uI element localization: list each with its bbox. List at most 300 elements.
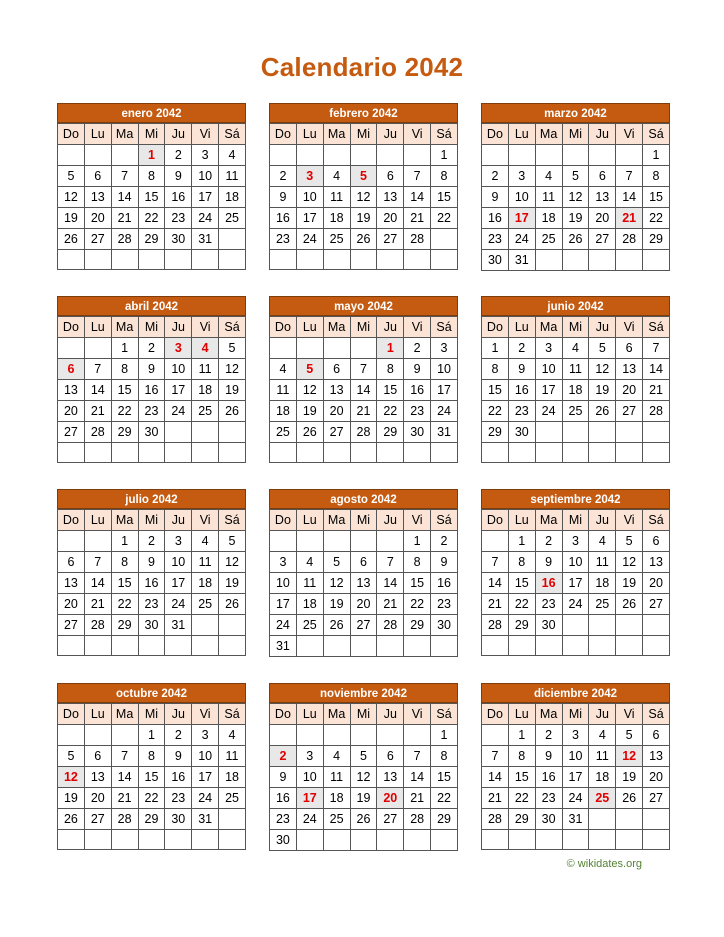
empty-day-cell bbox=[535, 636, 562, 656]
weekday-label: Ju bbox=[377, 704, 404, 725]
empty-day-cell bbox=[589, 636, 616, 656]
day-cell: 16 bbox=[138, 380, 165, 401]
day-cell: 11 bbox=[270, 380, 297, 401]
day-cell: 17 bbox=[562, 573, 589, 594]
day-cell: 1 bbox=[508, 531, 535, 552]
weekday-label: Ju bbox=[589, 124, 616, 145]
day-cell: 22 bbox=[377, 401, 404, 422]
day-cell: 15 bbox=[377, 380, 404, 401]
day-cell: 29 bbox=[111, 422, 138, 443]
month-block bbox=[481, 683, 670, 850]
day-cell: 26 bbox=[323, 615, 350, 636]
day-cell: 29 bbox=[111, 615, 138, 636]
day-cell: 12 bbox=[562, 187, 589, 208]
week-row bbox=[58, 443, 246, 463]
day-cell: 6 bbox=[377, 746, 404, 767]
empty-day-cell bbox=[508, 443, 535, 463]
week-row bbox=[482, 809, 670, 830]
day-cell: 24 bbox=[296, 809, 323, 830]
day-cell: 22 bbox=[643, 208, 670, 229]
day-cell: 1 bbox=[431, 145, 458, 166]
day-cell: 16 bbox=[404, 380, 431, 401]
day-cell: 19 bbox=[616, 767, 643, 788]
day-cell: 7 bbox=[404, 166, 431, 187]
empty-day-cell bbox=[589, 443, 616, 463]
day-cell: 22 bbox=[138, 208, 165, 229]
day-cell: 20 bbox=[643, 573, 670, 594]
day-cell: 1 bbox=[643, 145, 670, 166]
day-cell: 25 bbox=[270, 422, 297, 443]
day-cell: 17 bbox=[165, 380, 192, 401]
month-table bbox=[269, 123, 458, 270]
weekday-label: Ma bbox=[535, 317, 562, 338]
week-row bbox=[270, 359, 458, 380]
day-cell: 10 bbox=[165, 552, 192, 573]
day-cell: 30 bbox=[270, 830, 297, 851]
empty-day-cell bbox=[192, 422, 219, 443]
day-cell: 20 bbox=[643, 767, 670, 788]
empty-day-cell bbox=[270, 725, 297, 746]
day-cell: 8 bbox=[404, 552, 431, 573]
day-cell: 22 bbox=[111, 594, 138, 615]
empty-day-cell bbox=[377, 443, 404, 463]
weekday-label: Sá bbox=[219, 317, 246, 338]
weekday-label: Ju bbox=[589, 317, 616, 338]
day-cell: 1 bbox=[111, 531, 138, 552]
day-cell: 27 bbox=[84, 809, 111, 830]
week-row bbox=[270, 166, 458, 187]
empty-day-cell bbox=[165, 636, 192, 656]
day-cell: 13 bbox=[84, 767, 111, 788]
day-cell: 13 bbox=[643, 746, 670, 767]
page-title: Calendario 2042 bbox=[260, 52, 464, 82]
empty-day-cell bbox=[323, 636, 350, 657]
week-row bbox=[482, 830, 670, 850]
day-cell: 30 bbox=[138, 615, 165, 636]
weekday-label: Ma bbox=[111, 317, 138, 338]
day-cell: 28 bbox=[111, 809, 138, 830]
empty-day-cell bbox=[535, 250, 562, 271]
holiday-day-cell: 12 bbox=[616, 746, 643, 767]
holiday-day-cell: 20 bbox=[377, 788, 404, 809]
empty-day-cell bbox=[616, 443, 643, 463]
day-cell: 21 bbox=[643, 380, 670, 401]
month-title: diciembre 2042 bbox=[481, 683, 670, 703]
weekday-label: Lu bbox=[84, 510, 111, 531]
weekday-label: Mi bbox=[138, 704, 165, 725]
day-cell: 14 bbox=[377, 573, 404, 594]
day-cell: 27 bbox=[616, 401, 643, 422]
day-cell: 9 bbox=[535, 746, 562, 767]
day-cell: 19 bbox=[296, 401, 323, 422]
day-cell: 15 bbox=[643, 187, 670, 208]
weekday-label: Ju bbox=[377, 317, 404, 338]
day-cell: 4 bbox=[219, 145, 246, 166]
weekday-label: Lu bbox=[84, 704, 111, 725]
empty-day-cell bbox=[431, 250, 458, 270]
day-cell: 16 bbox=[138, 573, 165, 594]
day-cell: 21 bbox=[111, 208, 138, 229]
day-cell: 29 bbox=[138, 809, 165, 830]
empty-day-cell bbox=[111, 636, 138, 656]
day-cell: 30 bbox=[165, 809, 192, 830]
day-cell: 28 bbox=[404, 229, 431, 250]
day-cell: 12 bbox=[350, 187, 377, 208]
day-cell: 5 bbox=[589, 338, 616, 359]
day-cell: 18 bbox=[323, 208, 350, 229]
day-cell: 19 bbox=[350, 788, 377, 809]
day-cell: 11 bbox=[192, 552, 219, 573]
day-cell: 17 bbox=[270, 594, 297, 615]
day-cell: 20 bbox=[589, 208, 616, 229]
empty-day-cell bbox=[270, 250, 297, 270]
day-cell: 19 bbox=[562, 208, 589, 229]
day-cell: 2 bbox=[165, 145, 192, 166]
month-table bbox=[57, 123, 246, 270]
week-row bbox=[58, 338, 246, 359]
weekday-header-row bbox=[482, 510, 670, 531]
weekday-label: Vi bbox=[192, 704, 219, 725]
empty-day-cell bbox=[111, 250, 138, 270]
day-cell: 10 bbox=[296, 767, 323, 788]
month-title: noviembre 2042 bbox=[269, 683, 458, 703]
weekday-label: Sá bbox=[219, 124, 246, 145]
day-cell: 13 bbox=[84, 187, 111, 208]
day-cell: 20 bbox=[58, 401, 85, 422]
day-cell: 24 bbox=[431, 401, 458, 422]
weekday-label: Mi bbox=[562, 124, 589, 145]
week-row bbox=[270, 573, 458, 594]
day-cell: 21 bbox=[377, 594, 404, 615]
day-cell: 18 bbox=[270, 401, 297, 422]
empty-day-cell bbox=[58, 531, 85, 552]
day-cell: 27 bbox=[323, 422, 350, 443]
day-cell: 5 bbox=[350, 746, 377, 767]
day-cell: 24 bbox=[535, 401, 562, 422]
day-cell: 21 bbox=[482, 788, 509, 809]
empty-day-cell bbox=[323, 725, 350, 746]
month-block bbox=[57, 103, 246, 270]
day-cell: 18 bbox=[323, 788, 350, 809]
day-cell: 3 bbox=[165, 531, 192, 552]
empty-day-cell bbox=[589, 830, 616, 850]
day-cell: 14 bbox=[404, 767, 431, 788]
holiday-day-cell: 17 bbox=[508, 208, 535, 229]
week-row bbox=[270, 443, 458, 463]
day-cell: 4 bbox=[192, 531, 219, 552]
weekday-label: Sá bbox=[431, 124, 458, 145]
day-cell: 8 bbox=[508, 746, 535, 767]
day-cell: 14 bbox=[111, 767, 138, 788]
weekday-label: Mi bbox=[138, 124, 165, 145]
empty-day-cell bbox=[377, 725, 404, 746]
day-cell: 11 bbox=[219, 746, 246, 767]
empty-day-cell bbox=[643, 615, 670, 636]
day-cell: 3 bbox=[192, 145, 219, 166]
empty-day-cell bbox=[192, 443, 219, 463]
day-cell: 31 bbox=[192, 809, 219, 830]
day-cell: 4 bbox=[589, 531, 616, 552]
empty-day-cell bbox=[350, 145, 377, 166]
day-cell: 2 bbox=[404, 338, 431, 359]
day-cell: 30 bbox=[508, 422, 535, 443]
day-cell: 4 bbox=[323, 166, 350, 187]
day-cell: 18 bbox=[535, 208, 562, 229]
day-cell: 30 bbox=[165, 229, 192, 250]
day-cell: 14 bbox=[404, 187, 431, 208]
day-cell: 26 bbox=[562, 229, 589, 250]
month-title: junio 2042 bbox=[481, 296, 670, 316]
weekday-label: Lu bbox=[508, 510, 535, 531]
week-row bbox=[482, 208, 670, 229]
day-cell: 31 bbox=[192, 229, 219, 250]
empty-day-cell bbox=[616, 422, 643, 443]
empty-day-cell bbox=[296, 338, 323, 359]
day-cell: 22 bbox=[508, 788, 535, 809]
day-cell: 5 bbox=[58, 746, 85, 767]
week-row bbox=[270, 725, 458, 746]
day-cell: 15 bbox=[508, 767, 535, 788]
empty-day-cell bbox=[431, 830, 458, 851]
day-cell: 17 bbox=[562, 767, 589, 788]
day-cell: 14 bbox=[111, 187, 138, 208]
day-cell: 9 bbox=[535, 552, 562, 573]
day-cell: 18 bbox=[562, 380, 589, 401]
footer-credit: © wikidates.org bbox=[566, 858, 642, 870]
weekday-label: Vi bbox=[192, 124, 219, 145]
weekday-label: Vi bbox=[404, 704, 431, 725]
empty-day-cell bbox=[219, 615, 246, 636]
day-cell: 23 bbox=[431, 594, 458, 615]
empty-day-cell bbox=[165, 250, 192, 270]
empty-day-cell bbox=[616, 636, 643, 656]
day-cell: 13 bbox=[350, 573, 377, 594]
holiday-day-cell: 21 bbox=[616, 208, 643, 229]
day-cell: 14 bbox=[84, 380, 111, 401]
day-cell: 30 bbox=[535, 809, 562, 830]
week-row bbox=[482, 746, 670, 767]
day-cell: 23 bbox=[404, 401, 431, 422]
day-cell: 3 bbox=[431, 338, 458, 359]
day-cell: 12 bbox=[350, 767, 377, 788]
day-cell: 18 bbox=[296, 594, 323, 615]
empty-day-cell bbox=[562, 145, 589, 166]
day-cell: 7 bbox=[616, 166, 643, 187]
weekday-label: Ma bbox=[323, 317, 350, 338]
day-cell: 17 bbox=[431, 380, 458, 401]
empty-day-cell bbox=[165, 443, 192, 463]
holiday-day-cell: 25 bbox=[589, 788, 616, 809]
empty-day-cell bbox=[377, 636, 404, 657]
month-table bbox=[57, 509, 246, 656]
month-block bbox=[269, 296, 458, 463]
day-cell: 20 bbox=[323, 401, 350, 422]
weekday-label: Mi bbox=[350, 317, 377, 338]
empty-day-cell bbox=[616, 145, 643, 166]
day-cell: 24 bbox=[192, 788, 219, 809]
day-cell: 15 bbox=[111, 380, 138, 401]
day-cell: 2 bbox=[482, 166, 509, 187]
weekday-label: Lu bbox=[508, 704, 535, 725]
day-cell: 7 bbox=[84, 359, 111, 380]
day-cell: 26 bbox=[58, 809, 85, 830]
day-cell: 17 bbox=[192, 187, 219, 208]
day-cell: 7 bbox=[350, 359, 377, 380]
day-cell: 6 bbox=[589, 166, 616, 187]
day-cell: 5 bbox=[58, 166, 85, 187]
week-row bbox=[58, 250, 246, 270]
empty-day-cell bbox=[296, 636, 323, 657]
empty-day-cell bbox=[616, 809, 643, 830]
week-row bbox=[482, 187, 670, 208]
empty-day-cell bbox=[404, 443, 431, 463]
week-row bbox=[270, 401, 458, 422]
weekday-label: Do bbox=[482, 124, 509, 145]
day-cell: 22 bbox=[138, 788, 165, 809]
weekday-header-row bbox=[482, 124, 670, 145]
day-cell: 5 bbox=[219, 531, 246, 552]
weekday-label: Ju bbox=[165, 704, 192, 725]
weekday-label: Vi bbox=[404, 124, 431, 145]
empty-day-cell bbox=[508, 636, 535, 656]
day-cell: 14 bbox=[84, 573, 111, 594]
day-cell: 21 bbox=[111, 788, 138, 809]
empty-day-cell bbox=[562, 636, 589, 656]
day-cell: 19 bbox=[58, 208, 85, 229]
weekday-header-row bbox=[270, 704, 458, 725]
weekday-label: Vi bbox=[616, 510, 643, 531]
week-row bbox=[482, 338, 670, 359]
day-cell: 3 bbox=[535, 338, 562, 359]
day-cell: 9 bbox=[404, 359, 431, 380]
day-cell: 12 bbox=[296, 380, 323, 401]
week-row bbox=[58, 187, 246, 208]
empty-day-cell bbox=[377, 145, 404, 166]
empty-day-cell bbox=[323, 338, 350, 359]
weekday-header-row bbox=[58, 124, 246, 145]
empty-day-cell bbox=[84, 145, 111, 166]
empty-day-cell bbox=[482, 636, 509, 656]
day-cell: 27 bbox=[589, 229, 616, 250]
day-cell: 31 bbox=[562, 809, 589, 830]
weekday-label: Do bbox=[58, 510, 85, 531]
day-cell: 15 bbox=[431, 187, 458, 208]
empty-day-cell bbox=[589, 145, 616, 166]
day-cell: 8 bbox=[138, 166, 165, 187]
day-cell: 23 bbox=[482, 229, 509, 250]
day-cell: 1 bbox=[111, 338, 138, 359]
day-cell: 2 bbox=[431, 531, 458, 552]
day-cell: 10 bbox=[192, 166, 219, 187]
empty-day-cell bbox=[323, 145, 350, 166]
empty-day-cell bbox=[482, 830, 509, 850]
day-cell: 2 bbox=[138, 531, 165, 552]
week-row bbox=[270, 422, 458, 443]
day-cell: 16 bbox=[165, 767, 192, 788]
empty-day-cell bbox=[219, 830, 246, 850]
day-cell: 2 bbox=[508, 338, 535, 359]
day-cell: 20 bbox=[377, 208, 404, 229]
empty-day-cell bbox=[138, 443, 165, 463]
day-cell: 2 bbox=[270, 166, 297, 187]
empty-day-cell bbox=[350, 531, 377, 552]
holiday-day-cell: 4 bbox=[192, 338, 219, 359]
day-cell: 19 bbox=[219, 380, 246, 401]
empty-day-cell bbox=[270, 531, 297, 552]
day-cell: 25 bbox=[296, 615, 323, 636]
day-cell: 18 bbox=[219, 187, 246, 208]
day-cell: 7 bbox=[84, 552, 111, 573]
day-cell: 27 bbox=[643, 594, 670, 615]
day-cell: 23 bbox=[165, 788, 192, 809]
empty-day-cell bbox=[643, 636, 670, 656]
empty-day-cell bbox=[270, 145, 297, 166]
day-cell: 11 bbox=[562, 359, 589, 380]
weekday-label: Do bbox=[482, 510, 509, 531]
weekday-label: Ju bbox=[165, 510, 192, 531]
week-row bbox=[482, 788, 670, 809]
day-cell: 29 bbox=[482, 422, 509, 443]
day-cell: 24 bbox=[562, 788, 589, 809]
empty-day-cell bbox=[296, 531, 323, 552]
empty-day-cell bbox=[192, 615, 219, 636]
day-cell: 12 bbox=[323, 573, 350, 594]
day-cell: 28 bbox=[350, 422, 377, 443]
day-cell: 6 bbox=[58, 552, 85, 573]
day-cell: 9 bbox=[270, 767, 297, 788]
empty-day-cell bbox=[296, 443, 323, 463]
empty-day-cell bbox=[562, 615, 589, 636]
week-row bbox=[58, 573, 246, 594]
day-cell: 19 bbox=[350, 208, 377, 229]
day-cell: 15 bbox=[431, 767, 458, 788]
week-row bbox=[58, 422, 246, 443]
day-cell: 23 bbox=[165, 208, 192, 229]
day-cell: 23 bbox=[508, 401, 535, 422]
weekday-label: Lu bbox=[508, 317, 535, 338]
empty-day-cell bbox=[296, 250, 323, 270]
day-cell: 28 bbox=[482, 615, 509, 636]
empty-day-cell bbox=[323, 531, 350, 552]
day-cell: 17 bbox=[535, 380, 562, 401]
empty-day-cell bbox=[58, 830, 85, 850]
empty-day-cell bbox=[377, 830, 404, 851]
week-row bbox=[482, 229, 670, 250]
weekday-label: Lu bbox=[84, 317, 111, 338]
month-title: abril 2042 bbox=[57, 296, 246, 316]
week-row bbox=[482, 594, 670, 615]
day-cell: 15 bbox=[482, 380, 509, 401]
week-row bbox=[270, 767, 458, 788]
day-cell: 23 bbox=[270, 809, 297, 830]
empty-day-cell bbox=[58, 145, 85, 166]
weekday-label: Ju bbox=[589, 510, 616, 531]
empty-day-cell bbox=[431, 636, 458, 657]
weekday-label: Mi bbox=[138, 510, 165, 531]
month-block bbox=[57, 683, 246, 850]
weekday-label: Do bbox=[270, 317, 297, 338]
day-cell: 27 bbox=[377, 229, 404, 250]
weekday-label: Vi bbox=[404, 317, 431, 338]
weekday-label: Do bbox=[270, 510, 297, 531]
day-cell: 19 bbox=[219, 573, 246, 594]
day-cell: 15 bbox=[111, 573, 138, 594]
day-cell: 15 bbox=[138, 187, 165, 208]
weekday-label: Mi bbox=[562, 704, 589, 725]
empty-day-cell bbox=[482, 443, 509, 463]
holiday-day-cell: 1 bbox=[138, 145, 165, 166]
day-cell: 27 bbox=[84, 229, 111, 250]
